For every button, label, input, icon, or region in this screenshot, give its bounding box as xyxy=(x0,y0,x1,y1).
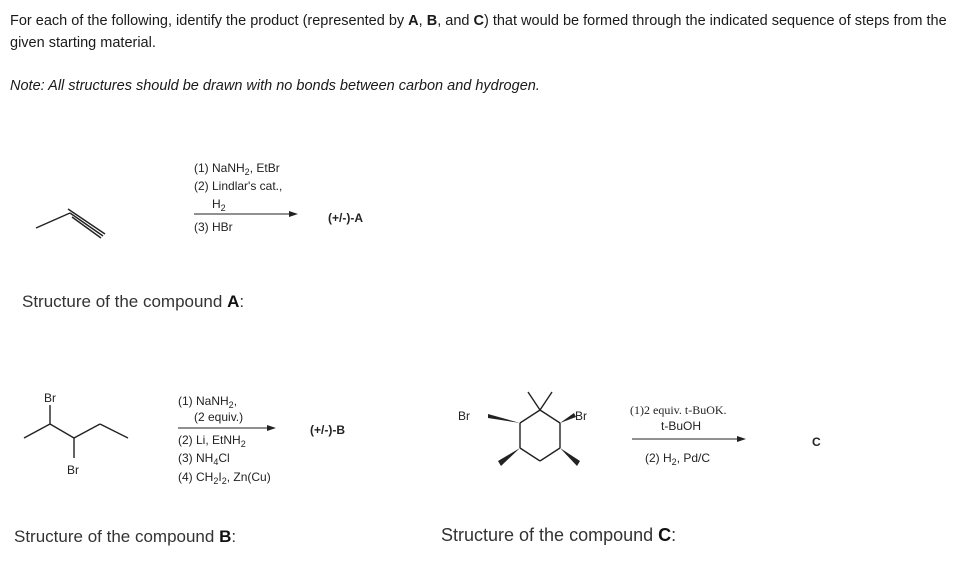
rxn-a-step2: (2) Lindlar's cat., xyxy=(194,179,283,193)
wedge-bond-left-me xyxy=(498,448,520,466)
label-compound-a: Structure of the compound A: xyxy=(22,292,245,311)
wedge-bond-right-me xyxy=(560,448,580,466)
rxn-c-step1: (1)2 equiv. t-BuOK. xyxy=(630,403,727,417)
rxn-b-equiv: (2 equiv.) xyxy=(194,410,244,424)
starting-material-dibromocyclohexane xyxy=(520,392,560,461)
intro-letter-a: A xyxy=(408,13,419,29)
rxn-b-step4: (4) $CH_2I_2$, Zn(Cu) xyxy=(178,470,271,486)
intro-letter-b: B xyxy=(426,13,438,29)
wedge-bond-left-br xyxy=(488,414,520,423)
intro-prefix: For each of the following, identify the product (represented by xyxy=(10,13,409,29)
rxn-c-product: C xyxy=(812,435,821,449)
rxn-b-br-top: Br xyxy=(44,391,56,405)
intro-sep1: , xyxy=(418,13,427,29)
rxn-c-step2: (2) $H_2$, Pd/C xyxy=(645,451,711,467)
note: Note: All structures should be drawn with no bonds between carbon and hydrogen. xyxy=(10,78,540,94)
rxn-b-step3: (3) $NH_4Cl$ xyxy=(178,451,230,467)
intro-sep2: , and xyxy=(437,13,474,29)
intro-letter-c: C xyxy=(473,13,484,29)
rxn-c-step1b: t-BuOH xyxy=(661,419,702,433)
rxn-a-step1: (1) NaNH$_2$, EtBr xyxy=(194,161,280,177)
rxn-c-br-right: Br xyxy=(575,409,587,423)
wedge-bond-right-br xyxy=(560,413,576,423)
rxn-c-br-left: Br xyxy=(458,409,470,423)
rxn-b-br-bottom: Br xyxy=(67,463,79,477)
rxn-a-product: (+/-)-A xyxy=(328,211,363,225)
label-compound-c: Structure of the compound C: xyxy=(441,525,677,545)
rxn-a-step3: (3) HBr xyxy=(194,220,233,234)
rxn-b-step2: (2) Li, EtNH$_2$ xyxy=(178,433,246,449)
intro-suffix: ) that would be formed through the indicated sequence of steps from the given starting material. xyxy=(10,13,947,51)
rxn-c-arrowhead xyxy=(737,436,746,442)
label-compound-b: Structure of the compound B: xyxy=(14,527,237,546)
rxn-a-h2: $H_2$ xyxy=(212,197,226,213)
rxn-b-product: (+/-)-B xyxy=(310,423,345,437)
rxn-b-step1: (1) NaNH$_2$, xyxy=(178,394,238,410)
